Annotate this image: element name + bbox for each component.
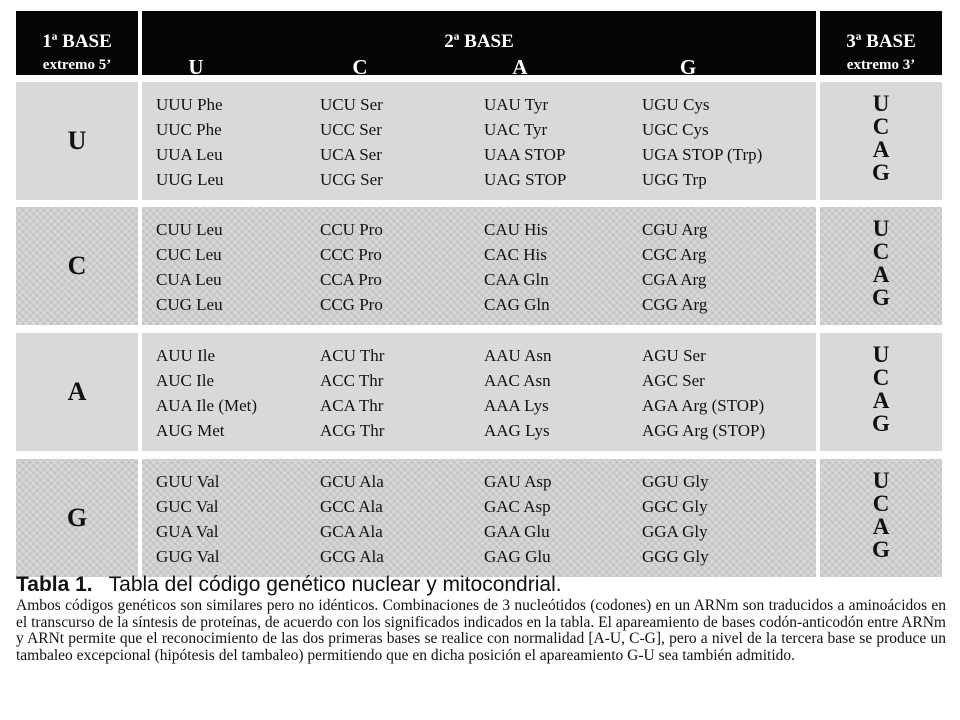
codon-entry: CCU Pro [320,220,383,239]
second-base-letter-u: U [188,55,204,79]
codon-column [642,217,707,317]
codon-column [642,92,762,192]
codon-entry: UAG STOP [484,170,567,189]
first-base-cell [16,82,138,200]
first-base-cell [16,207,138,325]
column-divider [138,207,142,325]
codon-entry: CUG Leu [156,295,223,314]
codon-entry: GGA Gly [642,522,708,541]
third-base-list [820,343,942,435]
codon-entry: AGU Ser [642,346,706,365]
third-base-list [820,469,942,561]
codon-row-a [16,333,942,451]
third-base-letter: U [872,468,890,493]
codon-entry: GUU Val [156,472,220,491]
codon-entry: CGC Arg [642,245,707,264]
column-divider [138,82,142,200]
codon-column [484,469,552,569]
first-base-cell [16,459,138,577]
codon-entry: GUC Val [156,497,219,516]
third-base-letter: C [872,365,890,390]
column-divider [138,459,142,577]
third-base-cell [820,333,942,451]
codon-column [320,343,384,443]
codon-entry: ACC Thr [320,371,384,390]
codon-entry: ACG Thr [320,421,385,440]
codon-entry: UAU Tyr [484,95,549,114]
header-second-base [142,11,816,79]
third-base-list [820,92,942,184]
codon-entry: ACA Thr [320,396,384,415]
first-base-subtitle: extremo 5’ [42,57,112,73]
codon-entry: UCA Ser [320,145,382,164]
codon-entry: UGU Cys [642,95,710,114]
codon-column [156,217,223,317]
column-divider [138,333,142,451]
codon-entry: GGG Gly [642,547,709,566]
codon-entry: CAC His [484,245,547,264]
second-base-letter-a: A [512,55,528,79]
codon-entry: AGG Arg (STOP) [642,421,766,440]
third-base-cell [820,82,942,200]
codon-entry: AUG Met [156,421,225,440]
first-base-title: 1ª BASE [42,31,112,52]
codon-entry: UGG Trp [642,170,707,189]
third-base-cell [820,207,942,325]
codon-entry: CAA Gln [484,270,549,289]
third-base-title: 3ª BASE [846,31,916,52]
codon-entry: AAC Asn [484,371,551,390]
codon-row-c [16,207,942,325]
codon-entry: GCC Ala [320,497,383,516]
codon-entry: UAA STOP [484,145,566,164]
second-base-letter-g: G [679,55,697,79]
codon-entry: UCU Ser [320,95,383,114]
codon-entry: UCC Ser [320,120,382,139]
codon-entry: UAC Tyr [484,120,548,139]
codon-entry: UUG Leu [156,170,224,189]
codon-entry: CUA Leu [156,270,222,289]
codon-entry: AGA Arg (STOP) [642,396,765,415]
codon-row-g [16,459,942,577]
codon-entry: AAU Asn [484,346,552,365]
codon-entry: UCG Ser [320,170,383,189]
third-base-letter: G [872,285,890,310]
codon-entry: GCA Ala [320,522,383,541]
first-base-letter: G [66,503,88,532]
codon-entry: UUC Phe [156,120,222,139]
third-base-letter: A [872,514,890,539]
caption-heading: Tabla del código genético nuclear y mitocondrial. [108,573,562,596]
codon-column [320,217,383,317]
third-base-letter: G [872,411,890,436]
third-base-letter: G [872,160,890,185]
caption-label: Tabla 1. [16,573,93,596]
codon-entry: CCG Pro [320,295,383,314]
codon-entry: CAU His [484,220,548,239]
third-base-letter: G [872,537,890,562]
third-base-list [820,217,942,309]
third-base-letter: U [872,216,890,241]
third-base-letter: C [872,239,890,264]
codon-entry: UUU Phe [156,95,223,114]
first-base-letter: A [67,377,87,406]
codon-column [642,469,709,569]
codon-entry: AAA Lys [484,396,549,415]
header-first-base [16,11,138,75]
codon-column [156,92,224,192]
header-third-base [820,11,942,75]
third-base-letter: U [872,91,890,116]
codon-entry: GUA Val [156,522,219,541]
codon-entry: UUA Leu [156,145,223,164]
codon-column [484,92,566,192]
codon-column [156,469,219,569]
codon-entry: GAC Asp [484,497,551,516]
codon-entry: CCA Pro [320,270,382,289]
third-base-letter: A [872,388,890,413]
codon-entry: GAG Glu [484,547,551,566]
codon-entry: AAG Lys [484,421,550,440]
second-base-title: 2ª BASE [444,31,514,52]
first-base-letter: C [67,251,87,280]
first-base-cell [16,333,138,451]
second-base-letter-c: C [352,55,368,79]
third-base-subtitle: extremo 3’ [846,57,916,73]
first-base-letter: U [67,126,87,155]
codon-entry: AUU Ile [156,346,216,365]
codon-entry: CCC Pro [320,245,382,264]
codon-entry: AUA Ile (Met) [156,396,258,415]
codon-entry: AUC Ile [156,371,215,390]
codon-entry: CUC Leu [156,245,222,264]
codon-entry: GCU Ala [320,472,384,491]
codon-entry: CGU Arg [642,220,708,239]
codon-column [320,469,384,569]
codon-entry: CAG Gln [484,295,550,314]
codon-entry: GAU Asp [484,472,552,491]
codon-column [484,343,552,443]
codon-entry: GGU Gly [642,472,709,491]
codon-column [484,217,550,317]
codon-entry: AGC Ser [642,371,705,390]
third-base-letter: A [872,137,890,162]
codon-entry: GCG Ala [320,547,384,566]
third-base-letter: C [872,491,890,516]
caption-title [16,573,562,597]
codon-column [156,343,257,443]
codon-entry: GGC Gly [642,497,708,516]
codon-entry: CGG Arg [642,295,708,314]
codon-entry: GUG Val [156,547,220,566]
codon-row-u [16,82,942,200]
third-base-letter: A [872,262,890,287]
codon-entry: UGC Cys [642,120,709,139]
third-base-letter: C [872,114,890,139]
codon-entry: GAA Glu [484,522,550,541]
codon-column [642,343,765,443]
codon-entry: UGA STOP (Trp) [642,145,763,164]
codon-entry: CUU Leu [156,220,223,239]
codon-entry: CGA Arg [642,270,707,289]
codon-column [320,92,383,192]
codon-entry: ACU Thr [320,346,385,365]
third-base-cell [820,459,942,577]
third-base-letter: U [872,342,890,367]
caption-body: Ambos códigos genéticos son similares pero no idénticos. Combinaciones de 3 nucleótidos (codones) en un ARNm son traducidos a aminoácidos en el transcurso de la síntesis de proteínas, de acuerdo con los significados indicados en la tabla. El apareamiento de bases codón-anticodón entre ARNm y ARNt permite que el reconocimiento de las dos primeras bases se realice con normalidad [A-U, C-G], pero a nivel de la tercera base se produce un tambaleo excepcional (hipótesis del tambaleo) permitiendo que en dicha posición el apareamiento G-U sea también admitido. [16,597,946,664]
